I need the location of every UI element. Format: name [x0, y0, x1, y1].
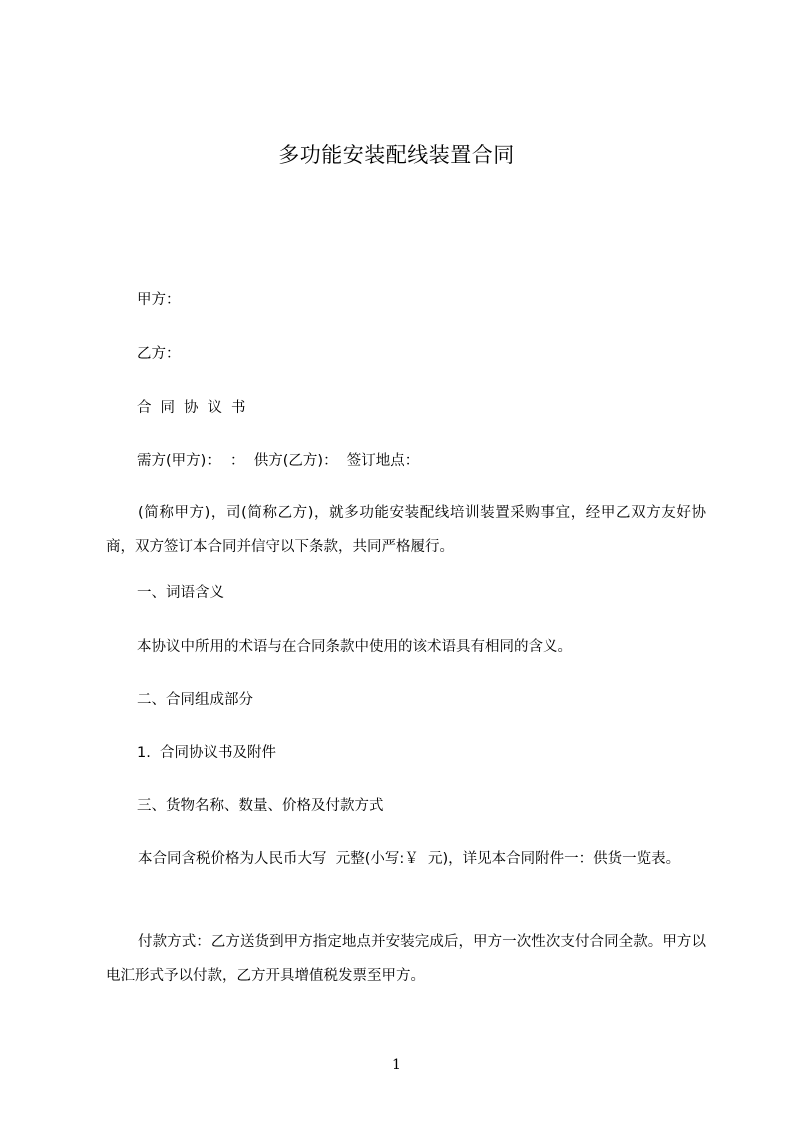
- intro-paragraph: (简称甲方)，司(简称乙方)，就多功能安装配线培训装置采购事宜，经甲乙双方友好协商，双方签订本合同并信守以下条款，共同严格履行。: [106, 505, 706, 555]
- section-3-heading: 三、货物名称、数量、价格及付款方式: [137, 798, 384, 814]
- price-paragraph: 本合同含税价格为人民币大写 元整(小写:￥ 元)，详见本合同附件一：供货一览表。: [138, 851, 681, 867]
- party-a-label: 甲方：: [137, 292, 181, 308]
- payment-paragraph: 付款方式：乙方送货到甲方指定地点并安装完成后，甲方一次性次支付合同全款。甲方以电汇形式予以付款，乙方开具增值税发票至甲方。: [106, 934, 706, 984]
- party-b-label: 乙方：: [137, 346, 181, 362]
- section-1-text: 本协议中所用的术语与在合同条款中使用的该术语具有相同的含义。: [137, 639, 572, 655]
- parties-line: 需方(甲方)： ： 供方(乙方)： 签订地点：: [137, 453, 420, 469]
- document-title: 多功能安装配线装置合同: [278, 143, 515, 167]
- section-2-heading: 二、合同组成部分: [137, 692, 253, 708]
- section-1-heading: 一、词语含义: [137, 585, 224, 601]
- page-number: 1: [392, 1057, 401, 1073]
- agreement-heading: 合同协议书: [137, 400, 255, 416]
- section-2-item-1: 1. 合同协议书及附件: [137, 745, 277, 761]
